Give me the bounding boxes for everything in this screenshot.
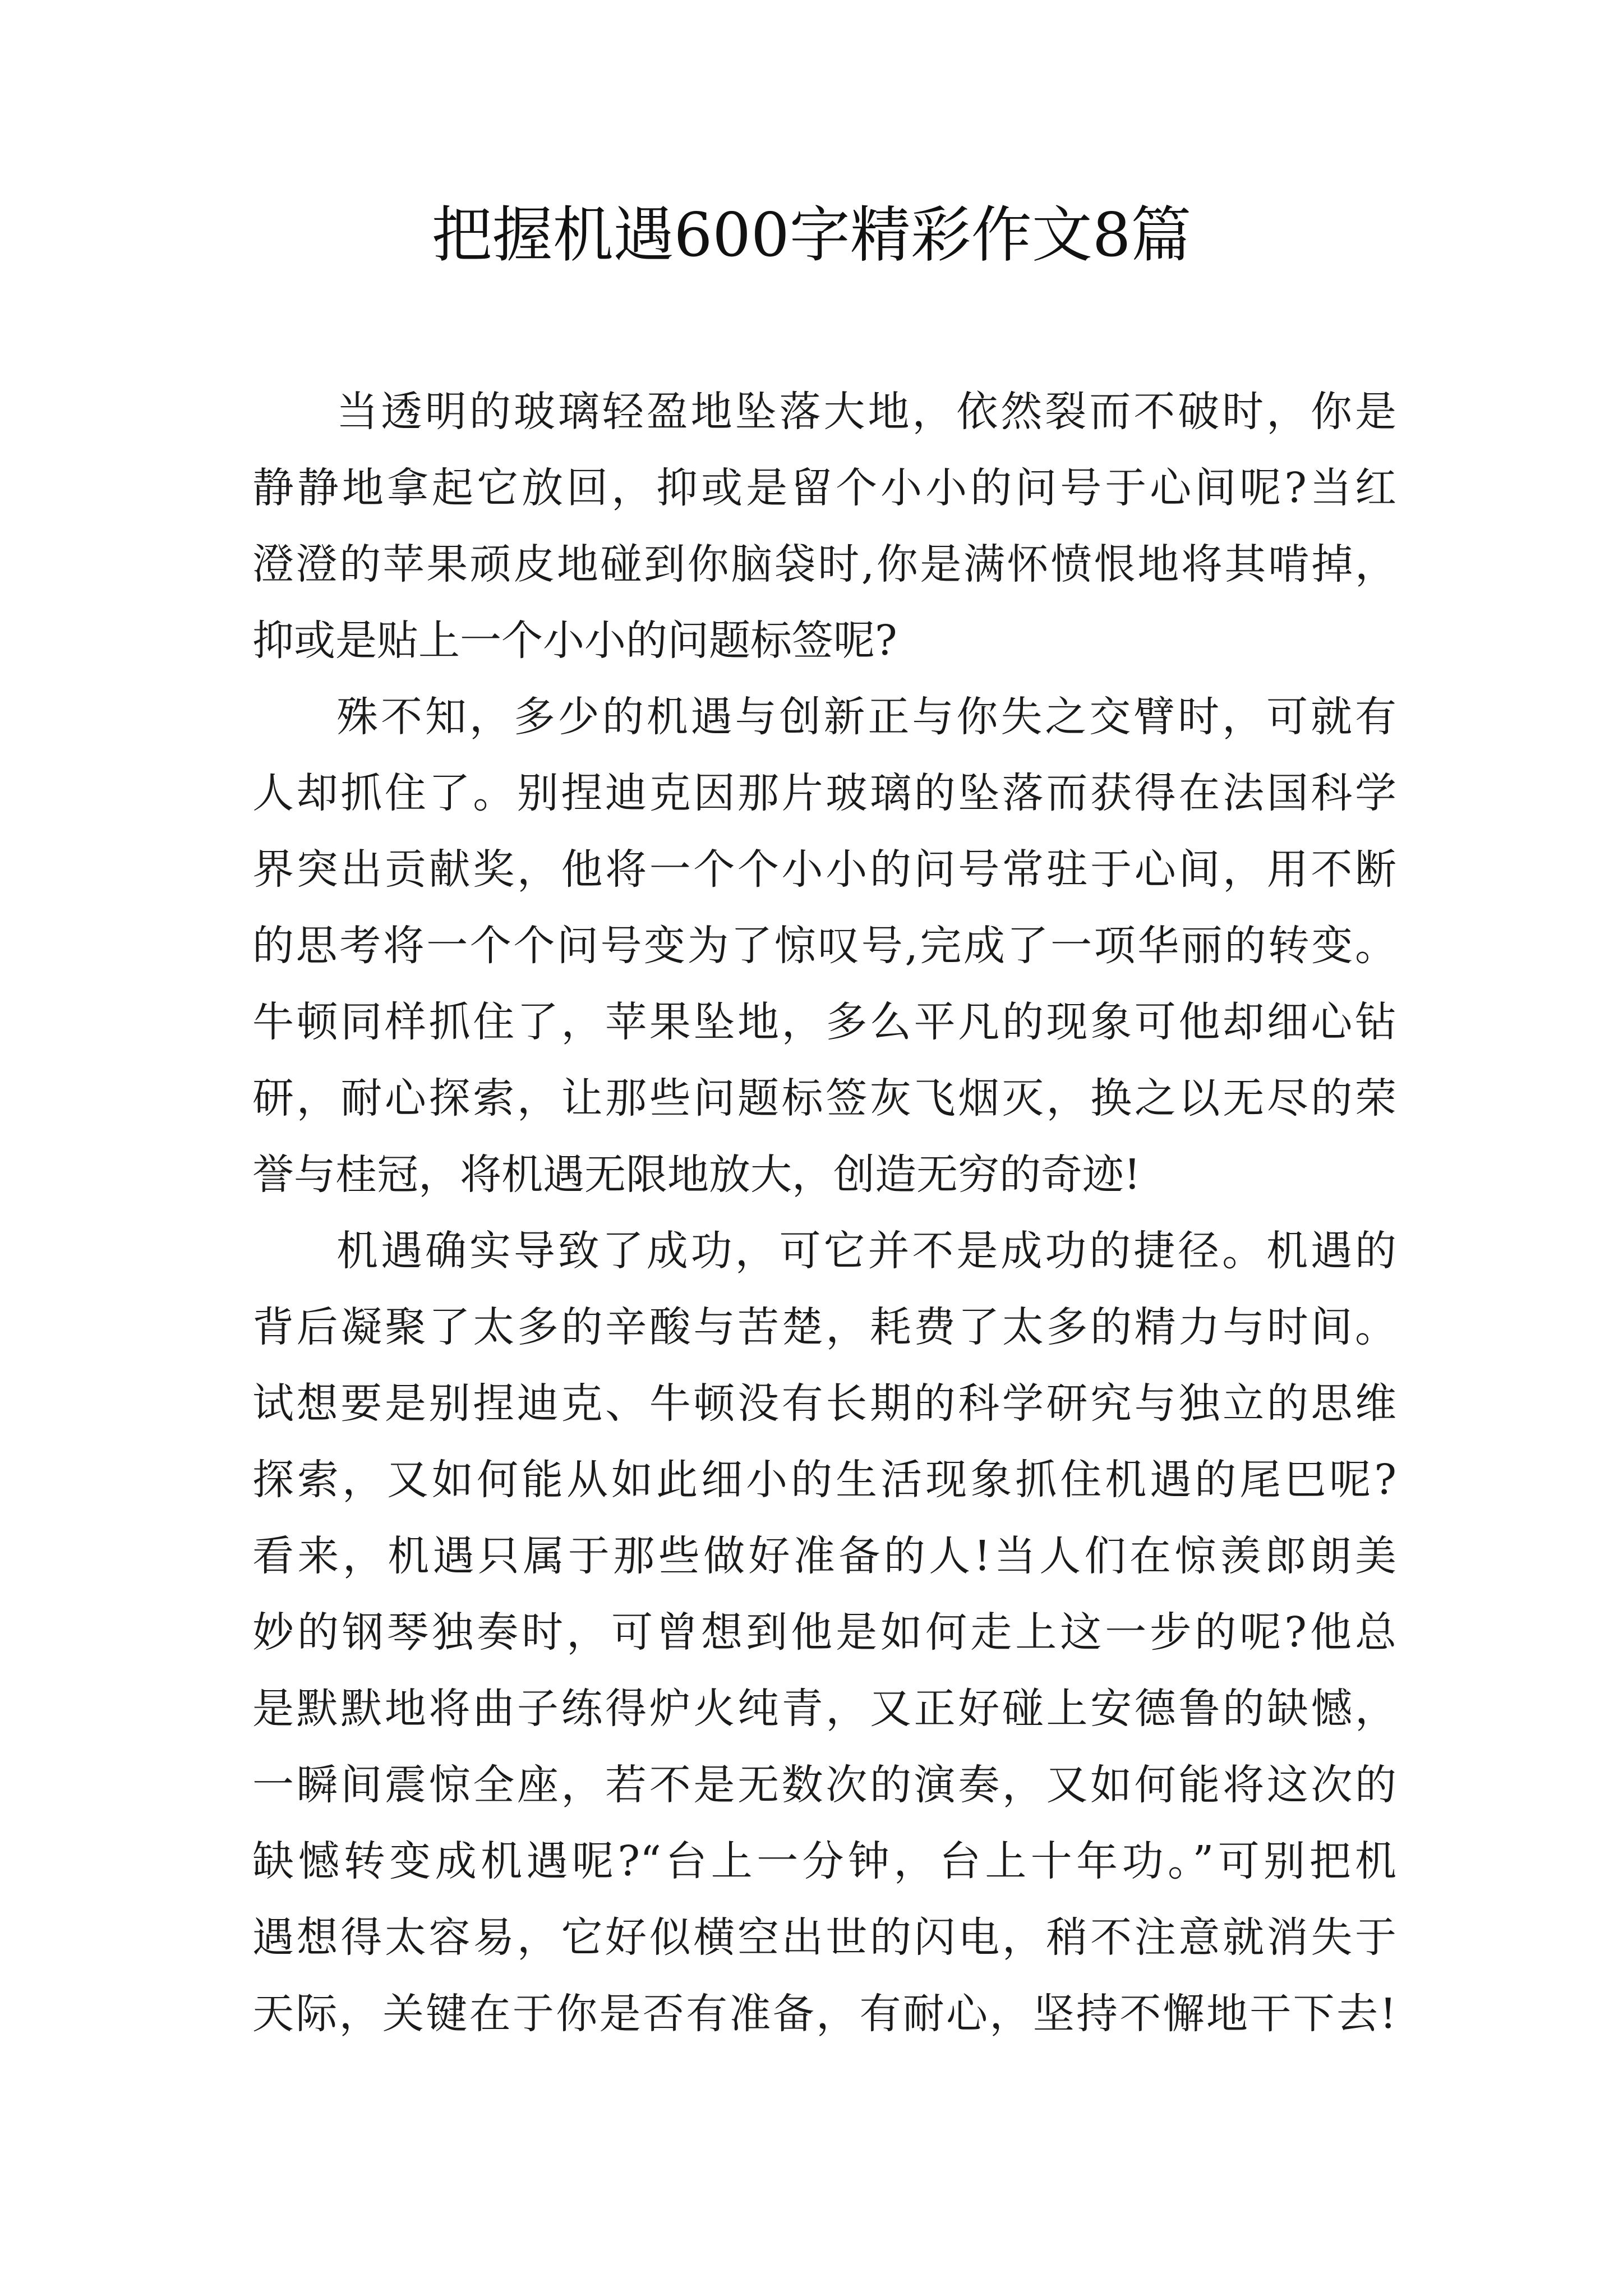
paragraph-3 — [252, 1213, 1396, 2052]
paragraph-1 — [252, 374, 1396, 679]
paragraph-line: 静静地拿起它放回，抑或是留个小小的问号于心间呢?当红 — [252, 464, 1396, 512]
paragraph-line: 妙的钢琴独奏时，可曾想到他是如何走上这一步的呢?他总 — [252, 1608, 1396, 1657]
paragraph-line: 试想要是别捏迪克、牛顿没有长期的科学研究与独立的思维 — [252, 1379, 1396, 1428]
paragraph-line: 机遇确实导致了成功，可它并不是成功的捷径。机遇的 — [336, 1227, 1396, 1275]
paragraph-line: 看来，机遇只属于那些做好准备的人!当人们在惊羡郎朗美 — [252, 1532, 1396, 1580]
paragraph-line: 背后凝聚了太多的辛酸与苦楚，耗费了太多的精力与时间。 — [252, 1303, 1396, 1351]
paragraph-line: 当透明的玻璃轻盈地坠落大地，依然裂而不破时，你是 — [336, 388, 1396, 436]
paragraph-line: 界突出贡献奖，他将一个个小小的问号常驻于心间，用不断 — [252, 845, 1396, 894]
paragraph-line: 是默默地将曲子练得炉火纯青，又正好碰上安德鲁的缺憾， — [252, 1685, 1396, 1733]
paragraph-line: 缺憾转变成机遇呢?“台上一分钟，台上十年功。”可别把机 — [252, 1837, 1396, 1885]
paragraph-line: 抑或是贴上一个小小的问题标签呢? — [252, 616, 897, 665]
paragraph-2 — [252, 679, 1396, 1213]
paragraph-line: 天际，关键在于你是否有准备，有耐心，坚持不懈地干下去! — [252, 1990, 1396, 2038]
paragraph-line: 人却抓住了。别捏迪克因那片玻璃的坠落而获得在法国科学 — [252, 769, 1396, 817]
paragraph-line: 研，耐心探索，让那些问题标签灰飞烟灭，换之以无尽的荣 — [252, 1074, 1396, 1122]
paragraph-line: 誉与桂冠，将机遇无限地放大，创造无穷的奇迹! — [252, 1151, 1141, 1199]
paragraph-line: 牛顿同样抓住了，苹果坠地，多么平凡的现象可他却细心钻 — [252, 998, 1396, 1046]
paragraph-line: 遇想得太容易，它好似横空出世的闪电，稍不注意就消失于 — [252, 1913, 1396, 1962]
document-title: 把握机遇600字精彩作文8篇 — [431, 200, 1192, 270]
paragraph-line: 的思考将一个个问号变为了惊叹号,完成了一项华丽的转变。 — [252, 922, 1396, 970]
paragraph-line: 殊不知，多少的机遇与创新正与你失之交臂时，可就有 — [336, 693, 1396, 741]
document-body — [252, 374, 1396, 2052]
paragraph-line: 探索，又如何能从如此细小的生活现象抓住机遇的尾巴呢? — [252, 1456, 1396, 1504]
paragraph-line: 一瞬间震惊全座，若不是无数次的演奏，又如何能将这次的 — [252, 1761, 1396, 1809]
paragraph-line: 澄澄的苹果顽皮地碰到你脑袋时,你是满怀愤恨地将其啃掉， — [252, 540, 1396, 588]
